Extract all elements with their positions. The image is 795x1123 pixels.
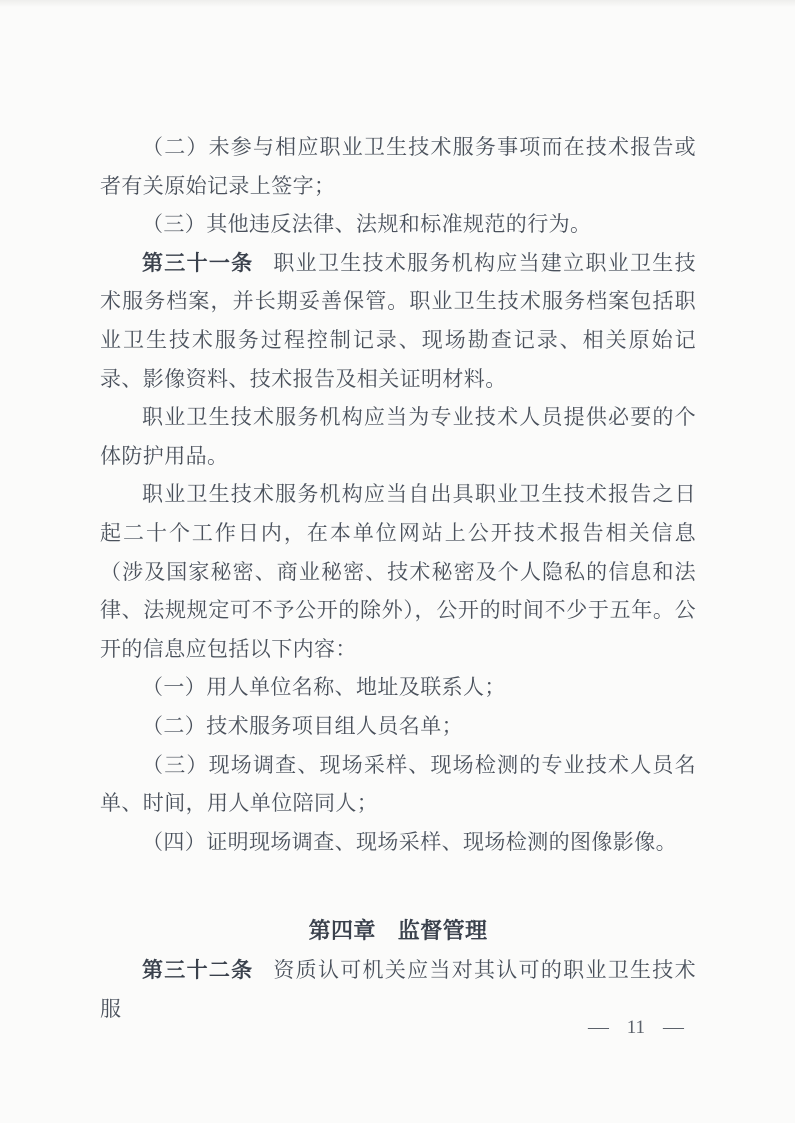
paragraph — [100, 205, 696, 244]
footer-left-dash: — — [587, 1017, 609, 1038]
page-footer — [589, 1013, 683, 1043]
paragraph-text: （四）证明现场调查、现场采样、现场检测的图像影像。 — [142, 829, 677, 854]
chapter-title: 监督管理 — [397, 918, 488, 944]
article-number: 第三十二条 — [142, 958, 254, 983]
paragraph-text: 职业卫生技术服务机构应当自出具职业卫生技术报告之日起二十个工作日内，在本单位网站上公开技术报告相关信息（涉及国家秘密、商业秘密、技术秘密及个人隐私的信息和法律、法规规定可不予公开的除外），公开的时间不少于五年。公开的信息应包括以下内容： — [100, 482, 696, 661]
paragraph — [100, 668, 696, 707]
paragraph-text: 资质认可机关应当对其认可的职业卫生技术服 — [100, 958, 696, 1021]
paragraph-text: （三）现场调查、现场采样、现场检测的专业技术人员名单、时间，用人单位陪同人； — [100, 752, 696, 816]
document-body — [100, 128, 696, 1028]
article-number: 第三十一条 — [142, 250, 254, 275]
paragraph-text: （二）技术服务项目组人员名单； — [142, 713, 463, 738]
chapter-number: 第四章 — [308, 918, 376, 944]
paragraph-text: （三）其他违反法律、法规和标准规范的行为。 — [142, 212, 592, 237]
paragraph — [100, 823, 696, 862]
paragraph — [100, 707, 696, 746]
page-number: 11 — [626, 1017, 645, 1038]
paragraph — [100, 746, 696, 823]
paragraph — [100, 244, 696, 398]
paragraph — [100, 475, 696, 668]
paragraph — [100, 128, 696, 205]
paragraph-text: 职业卫生技术服务机构应当为专业技术人员提供必要的个体防护用品。 — [100, 405, 696, 468]
paragraph-text: 职业卫生技术服务机构应当建立职业卫生技术服务档案，并长期妥善保管。职业卫生技术服务档案包括职业卫生技术服务过程控制记录、现场勘查记录、相关原始记录、影像资料、技术报告及相关证明材料。 — [100, 250, 696, 391]
paragraph — [100, 398, 696, 475]
paragraph-text: （二）未参与相应职业卫生技术服务事项而在技术报告或者有关原始记录上签字； — [100, 135, 696, 198]
scan-artifact-top-edge — [0, 0, 795, 7]
paragraph-text: （一）用人单位名称、地址及联系人； — [142, 675, 506, 700]
footer-right-dash: — — [663, 1017, 684, 1038]
chapter-heading — [100, 911, 696, 951]
